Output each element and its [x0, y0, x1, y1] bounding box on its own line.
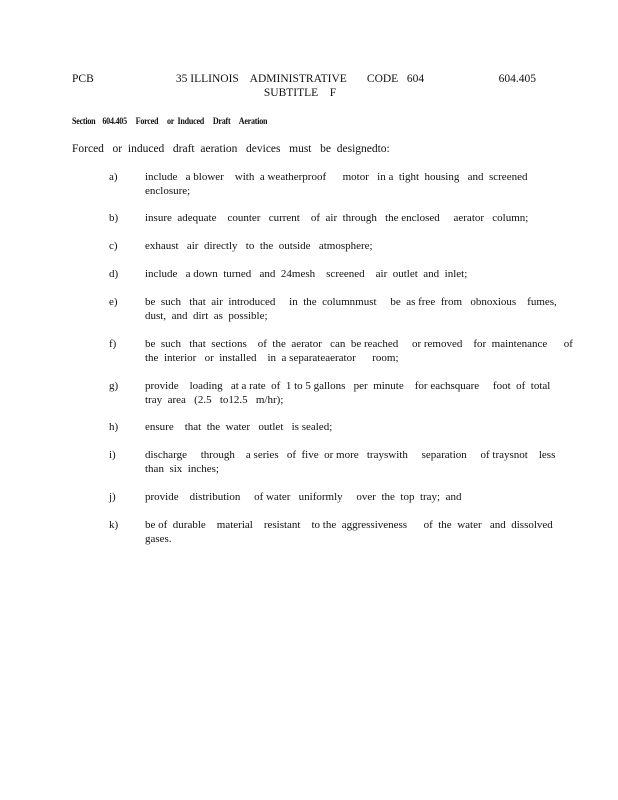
- item-text: [145, 240, 539, 254]
- item-label: k): [109, 519, 119, 531]
- item-label: e): [109, 296, 118, 308]
- item-text: [145, 421, 539, 435]
- item-text: [145, 212, 539, 226]
- item-line: than six inches;: [145, 462, 219, 475]
- item-line: discharge through a series of five or more trayswith separation of traysnot less: [145, 449, 556, 461]
- header-center-line1: 35 ILLINOIS ADMINISTRATIVE CODE 604: [175, 73, 425, 85]
- item-text: [145, 171, 539, 198]
- item-label: c): [109, 240, 118, 252]
- item-line: provide distribution of water uniformly over the top tray; and: [145, 491, 462, 503]
- item-text: [145, 491, 539, 505]
- item-text: [145, 296, 557, 323]
- header-center-line2: SUBTITLE F: [263, 87, 337, 99]
- item-label: j): [109, 491, 116, 503]
- item-line: be of durable material resistant to the aggressiveness of the water and dissolved: [145, 519, 553, 531]
- item-text: [145, 338, 573, 365]
- section-heading: Section 604.405 Forced or Induced Draft Aeration: [72, 117, 268, 127]
- item-line: include a down turned and 24mesh screened air outlet and inlet;: [145, 268, 468, 280]
- item-text: [145, 380, 551, 407]
- header-left: PCB: [72, 73, 94, 85]
- item-line: enclosure;: [145, 184, 191, 197]
- header-right: 604.405: [498, 73, 536, 85]
- intro-paragraph: Forced or induced draft aeration devices must be designedto:: [72, 143, 390, 155]
- item-label: f): [109, 338, 117, 350]
- item-label: d): [109, 268, 119, 280]
- item-line: exhaust air directly to the outside atmosphere;: [145, 240, 373, 252]
- item-label: g): [109, 380, 119, 392]
- item-line: gases.: [145, 532, 172, 545]
- item-label: b): [109, 212, 119, 224]
- item-text: [145, 268, 539, 282]
- item-line: ensure that the water outlet is sealed;: [145, 421, 333, 433]
- item-line: the interior or installed in a separateaerator room;: [145, 351, 399, 364]
- item-label: h): [109, 421, 119, 433]
- item-line: be such that air introduced in the columnmust be as free from obnoxious fumes,: [145, 296, 557, 308]
- item-text: [145, 519, 553, 546]
- item-line: be such that sections of the aerator can be reached or removed for maintenance of: [145, 338, 573, 350]
- header-center: [150, 72, 450, 100]
- item-label: i): [109, 449, 116, 461]
- item-text: [145, 449, 556, 476]
- item-label: a): [109, 171, 118, 183]
- item-line: provide loading at a rate of 1 to 5 gallons per minute for eachsquare foot of total: [145, 380, 551, 392]
- item-line: insure adequate counter current of air through the enclosed aerator column;: [145, 212, 529, 224]
- item-line: dust, and dirt as possible;: [145, 309, 268, 322]
- item-line: tray area (2.5 to12.5 m/hr);: [145, 393, 284, 406]
- item-line: include a blower with a weatherproof motor in a tight housing and screened: [145, 171, 528, 183]
